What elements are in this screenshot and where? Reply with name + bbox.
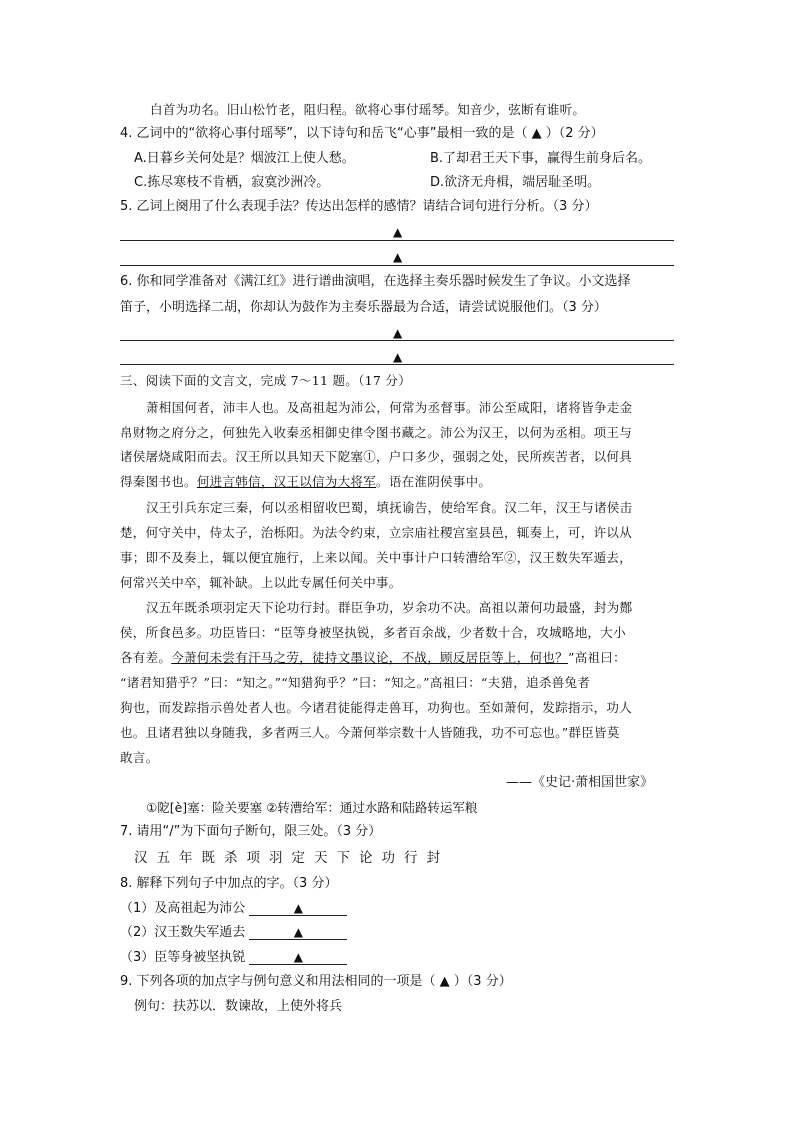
q4-option-a: A.日暮乡关何处是？烟波江上使人愁。 — [134, 151, 355, 166]
passage-p3-line7: 敢言。 — [120, 750, 159, 765]
q7-sentence: 汉五年既杀项羽定天下论功行封 — [134, 850, 449, 866]
answer-marker: ▲ — [393, 250, 403, 264]
passage-text: 得秦图书也。 — [120, 474, 197, 489]
answer-marker: ▲ — [393, 225, 403, 239]
passage-text: ”高祖曰： — [568, 650, 626, 665]
answer-line[interactable] — [120, 340, 674, 341]
passage-p2-line2: 楚，何守关中，侍太子，治栎阳。为法令约束，立宗庙社稷宫室县邑，辄奏上，可，许以从 — [120, 525, 633, 540]
passage-p1-line1: 萧相国何者，沛丰人也。及高祖起为沛公，何常为丞督事。沛公至咸阳，诸将皆争走金 — [146, 400, 633, 415]
q8-item-text: （3）臣等身被坚执锐 — [120, 950, 246, 965]
q8-item-text: （1）及高祖起为沛公 — [120, 901, 246, 916]
q6-stem-line1: 6. 你和同学准备对《满江红》进行谱曲演唱，在选择主奏乐器时候发生了争议。小文选择 — [120, 274, 631, 289]
passage-p1-line2: 帛财物之府分之，何独先入收秦丞相御史律令图书藏之。沛公为汉王，以何为丞相。项王与 — [120, 425, 633, 440]
q8-item-text: （2）汉王数失军遁去 — [120, 925, 246, 940]
q7-stem: 7. 请用“/”为下面句子断句，限三处。（3 分） — [120, 824, 382, 839]
passage-p3-line1: 汉五年既杀项羽定天下论功行封。群臣争功，岁余功不决。高祖以萧何功最盛，封为酂 — [146, 600, 633, 615]
q8-item-3 — [120, 949, 347, 967]
answer-line[interactable] — [120, 364, 674, 365]
passage-p2-line4: 何常兴关中卒，辄补缺。上以此专属任何关中事。 — [120, 575, 402, 590]
answer-line[interactable] — [120, 265, 674, 266]
poem-tail-line: 白首为功名。旧山松竹老，阻归程。欲将心事付瑶琴。知音少，弦断有谁听。 — [150, 102, 586, 117]
q8-stem: 8. 解释下列句子中加点的字。（3 分） — [120, 876, 338, 891]
q4-option-d: D.欲济无舟楫，端居耻圣明。 — [430, 175, 601, 190]
passage-p3-line6: 也。且诸君独以身随我，多者两三人。今萧何举宗数十人皆随我，功不可忘也。”群臣皆莫 — [120, 725, 620, 740]
answer-marker: ▲ — [393, 326, 403, 340]
underlined-sentence-2: 今萧何未尝有汗马之劳，徒持文墨议论，不战，顾反居臣等上，何也？ — [171, 650, 569, 665]
passage-p3-line3 — [120, 649, 626, 667]
passage-p1-line4 — [120, 473, 491, 491]
q4-option-c: C.拣尽寒枝不肯栖，寂寞沙洲冷。 — [134, 175, 330, 190]
passage-text: 。语在淮阴侯事中。 — [376, 474, 492, 489]
passage-p3-line2: 侯，所食邑多。功臣皆曰：“臣等身被坚执锐，多者百余战，少者数十合，攻城略地，大小 — [120, 625, 626, 640]
passage-source: ——《史记·萧相国世家》 — [506, 775, 654, 790]
answer-line[interactable] — [120, 240, 674, 241]
q4-stem: 4. 乙词中的“欲将心事付瑶琴”，以下诗句和岳飞“心事”最相一致的是（ ▲ ）（2 分） — [120, 126, 604, 141]
answer-marker: ▲ — [393, 350, 403, 364]
passage-notes: ①阸[è]塞：险关要塞 ②转漕给军：通过水路和陆路转运军粮 — [146, 800, 478, 815]
answer-blank[interactable]: ▲ — [249, 901, 347, 916]
passage-p1-line3: 诸侯屠烧咸阳而去。汉王所以具知天下阸塞①，户口多少，强弱之处，民所疾苦者，以何具 — [120, 449, 633, 464]
answer-blank[interactable]: ▲ — [249, 925, 347, 940]
section3-title: 三、阅读下面的文言文，完成 7～11 题。（17 分） — [120, 373, 412, 388]
q4-option-b: B.了却君王天下事，赢得生前身后名。 — [430, 151, 652, 166]
q9-stem: 9. 下列各项的加点字与例句意义和用法相同的一项是（ ▲ ）（3 分） — [120, 974, 512, 989]
q8-item-1 — [120, 900, 347, 918]
q6-stem-line2: 笛子，小明选择二胡，你却认为鼓作为主奏乐器最为合适，请尝试说服他们。（3 分） — [120, 300, 607, 315]
underlined-sentence-1: 何进言韩信，汉王以信为大将军 — [196, 474, 377, 489]
passage-p3-line5: 狗也，而发踪指示兽处者人也。今诸君徒能得走兽耳，功狗也。至如萧何，发踪指示，功人 — [120, 700, 633, 715]
passage-p2-line3: 事；即不及奏上，辄以便宜施行，上来以闻。关中事计户口转漕给军②，汉王数失军遁去， — [120, 550, 633, 565]
passage-text: 各有差。 — [120, 650, 172, 665]
q9-example: 例句：扶苏以．数谏故，上使外将兵 — [134, 999, 343, 1014]
q5-stem: 5. 乙词上阕用了什么表现手法？传达出怎样的感情？请结合词句进行分析。（3 分） — [120, 199, 598, 214]
passage-p2-line1: 汉王引兵东定三秦，何以丞相留收巴蜀，填抚谕告，使给军食。汉二年，汉王与诸侯击 — [146, 500, 633, 515]
answer-blank[interactable]: ▲ — [249, 950, 347, 965]
passage-p3-line4: “诸君知猎乎？”曰：“知之。”“知猎狗乎？”曰：“知之。”高祖曰：“夫猎，追杀兽兔者 — [120, 675, 591, 690]
q8-item-2 — [120, 924, 347, 942]
